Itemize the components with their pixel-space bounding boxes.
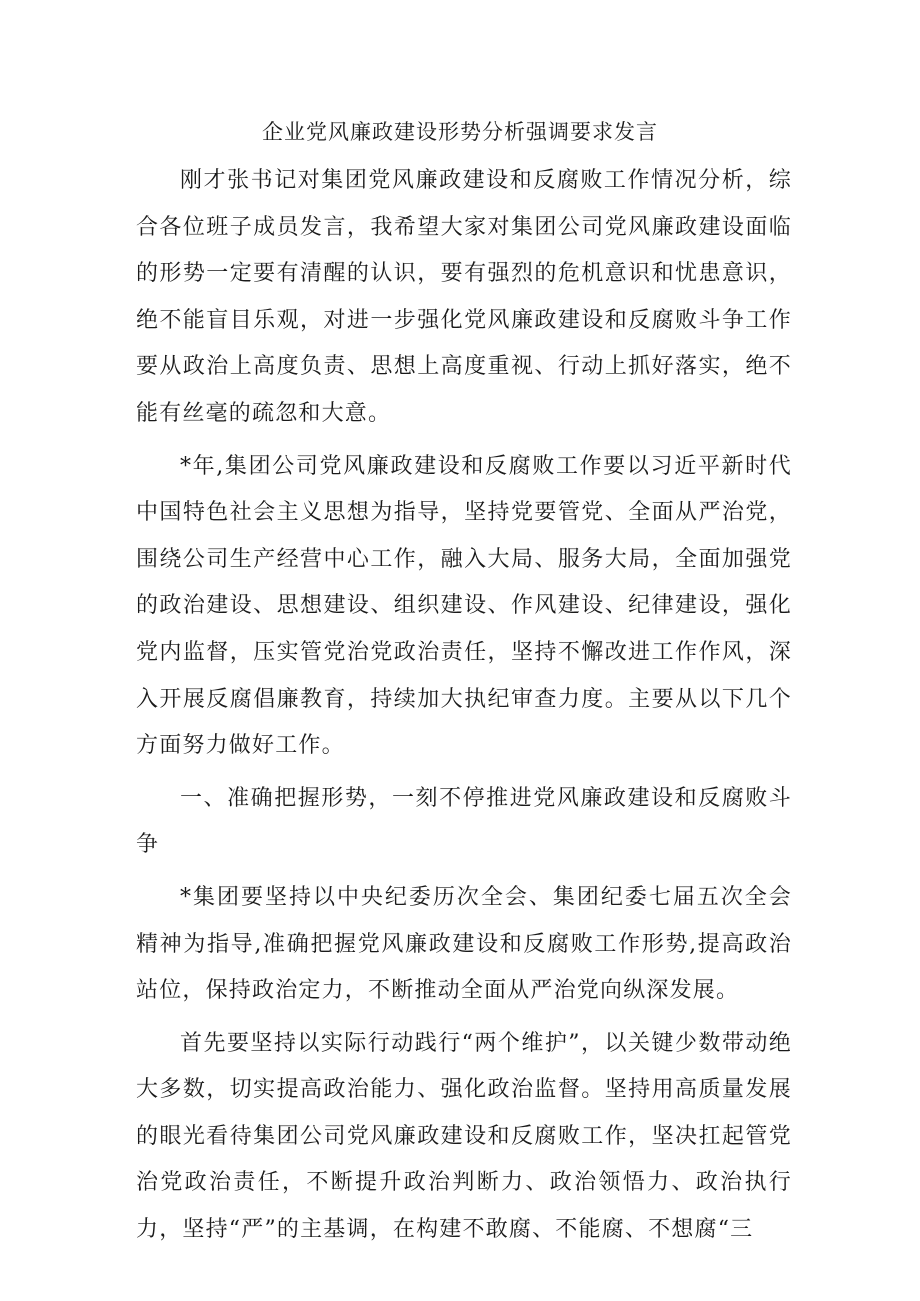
paragraph-annual-focus: *年,集团公司党风廉政建设和反腐败工作要以习近平新时代中国特色社会主义思想为指导，坚持党要管党、全面从严治党，围绕公司生产经营中心工作，融入大局、服务大局，全面加强党的政治建设、思想建设、组织建设、作风建设、纪律建设，强化党内监督，压实管党治党政治责任，坚持不懈改进工作作风，深入开展反腐倡廉教育，持续加大执纪审查力度。主要从以下几个方面努力做好工作。 — [136, 453, 792, 759]
document-body — [136, 158, 792, 1254]
section-heading-1: 一、准确把握形势，一刻不停推进党风廉政建设和反腐败斗争 — [136, 785, 792, 858]
paragraph-intro: 刚才张书记对集团党风廉政建设和反腐败工作情况分析，综合各位班子成员发言，我希望大家对集团公司党风廉政建设面临的形势一定要有清醒的认识，要有强烈的危机意识和忧患意识，绝不能盲目乐观，对进一步强化党风廉政建设和反腐败斗争工作要从政治上高度负责、思想上高度重视、行动上抓好落实，绝不能有丝毫的疏忽和大意。 — [136, 168, 792, 426]
paragraph-two-safeguards: 首先要坚持以实际行动践行“两个维护”，以关键少数带动绝大多数，切实提高政治能力、强化政治监督。坚持用高质量发展的眼光看待集团公司党风廉政建设和反腐败工作，坚决扛起管党治党政治责任，不断提升政治判断力、政治领悟力、政治执行力，坚持“严”的主基调，在构建不敢腐、不能腐、不想腐“三 — [136, 1030, 792, 1243]
document-title: 企业党风廉政建设形势分析强调要求发言 — [262, 120, 658, 144]
paragraph-group-guidance: *集团要坚持以中央纪委历次全会、集团纪委七届五次全会精神为指导,准确把握党风廉政建设和反腐败工作形势,提高政治站位，保持政治定力，不断推动全面从严治党向纵深发展。 — [136, 884, 792, 1004]
